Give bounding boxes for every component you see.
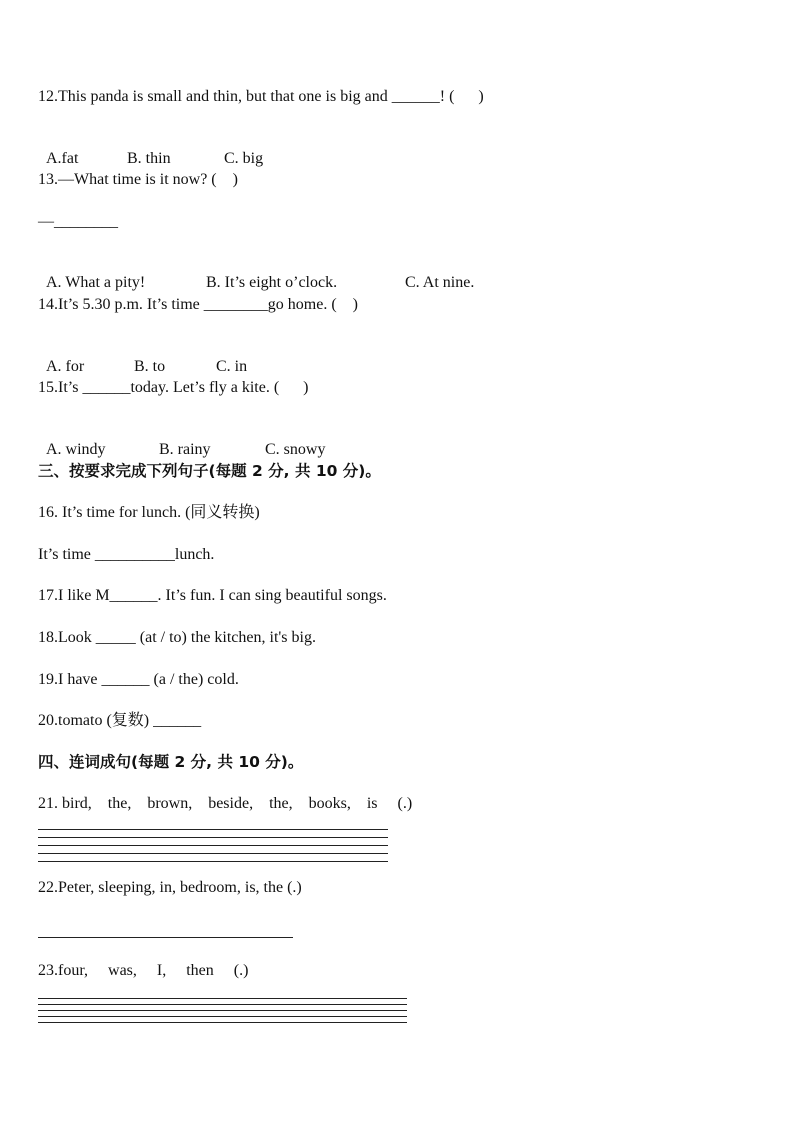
answer-rule xyxy=(38,1022,407,1023)
option-a: A. windy xyxy=(46,441,106,458)
option-c: C. in xyxy=(216,358,248,375)
question-15-options xyxy=(38,420,325,460)
answer-rule xyxy=(38,1016,407,1017)
answer-rule xyxy=(38,845,388,846)
question-15: 15.It’s ______today. Let’s fly a kite. ( ) xyxy=(38,379,309,396)
option-b: B. rainy xyxy=(159,441,211,458)
option-a: A. for xyxy=(46,358,85,375)
question-18: 18.Look _____ (at / to) the kitchen, it's big. xyxy=(38,629,316,646)
question-12-options xyxy=(38,129,263,169)
option-c: C. At nine. xyxy=(405,274,475,291)
answer-rule xyxy=(38,861,388,862)
question-21: 21. bird, the, brown, beside, the, books, is (.) xyxy=(38,795,413,812)
question-14: 14.It’s 5.30 p.m. It’s time ________go home. ( ) xyxy=(38,296,358,313)
answer-rule xyxy=(38,853,388,854)
answer-rule xyxy=(38,829,388,830)
question-19: 19.I have ______ (a / the) cold. xyxy=(38,671,239,688)
option-c: C. big xyxy=(224,150,264,167)
answer-rule xyxy=(38,998,407,999)
question-12: 12.This panda is small and thin, but that one is big and ______! ( ) xyxy=(38,88,484,105)
question-16: 16. It’s time for lunch. (同义转换) xyxy=(38,504,260,521)
question-20: 20.tomato (复数) ______ xyxy=(38,712,202,729)
question-16-answer: It’s time __________lunch. xyxy=(38,546,215,563)
question-13-options xyxy=(38,253,474,293)
section-4-heading: 四、连词成句(每题 2 分, 共 10 分)。 xyxy=(38,753,304,771)
answer-rule xyxy=(38,1004,407,1005)
question-22: 22.Peter, sleeping, in, bedroom, is, the (.) xyxy=(38,879,302,896)
section-3-heading: 三、按要求完成下列句子(每题 2 分, 共 10 分)。 xyxy=(38,462,381,480)
option-c: C. snowy xyxy=(265,441,326,458)
question-14-options xyxy=(38,337,247,377)
answer-rule xyxy=(38,1010,407,1011)
question-13: 13.—What time is it now? ( ) xyxy=(38,171,238,188)
question-13-answer-line: —________ xyxy=(38,213,118,230)
answer-rule xyxy=(38,937,293,938)
option-a: A. What a pity! xyxy=(46,274,146,291)
option-a: A.fat xyxy=(46,150,79,167)
option-b: B. thin xyxy=(127,150,171,167)
question-17: 17.I like M______. It’s fun. I can sing beautiful songs. xyxy=(38,587,387,604)
answer-rule xyxy=(38,837,388,838)
question-23: 23.four, was, I, then (.) xyxy=(38,962,249,979)
option-b: B. to xyxy=(134,358,166,375)
option-b: B. It’s eight o’clock. xyxy=(206,274,338,291)
